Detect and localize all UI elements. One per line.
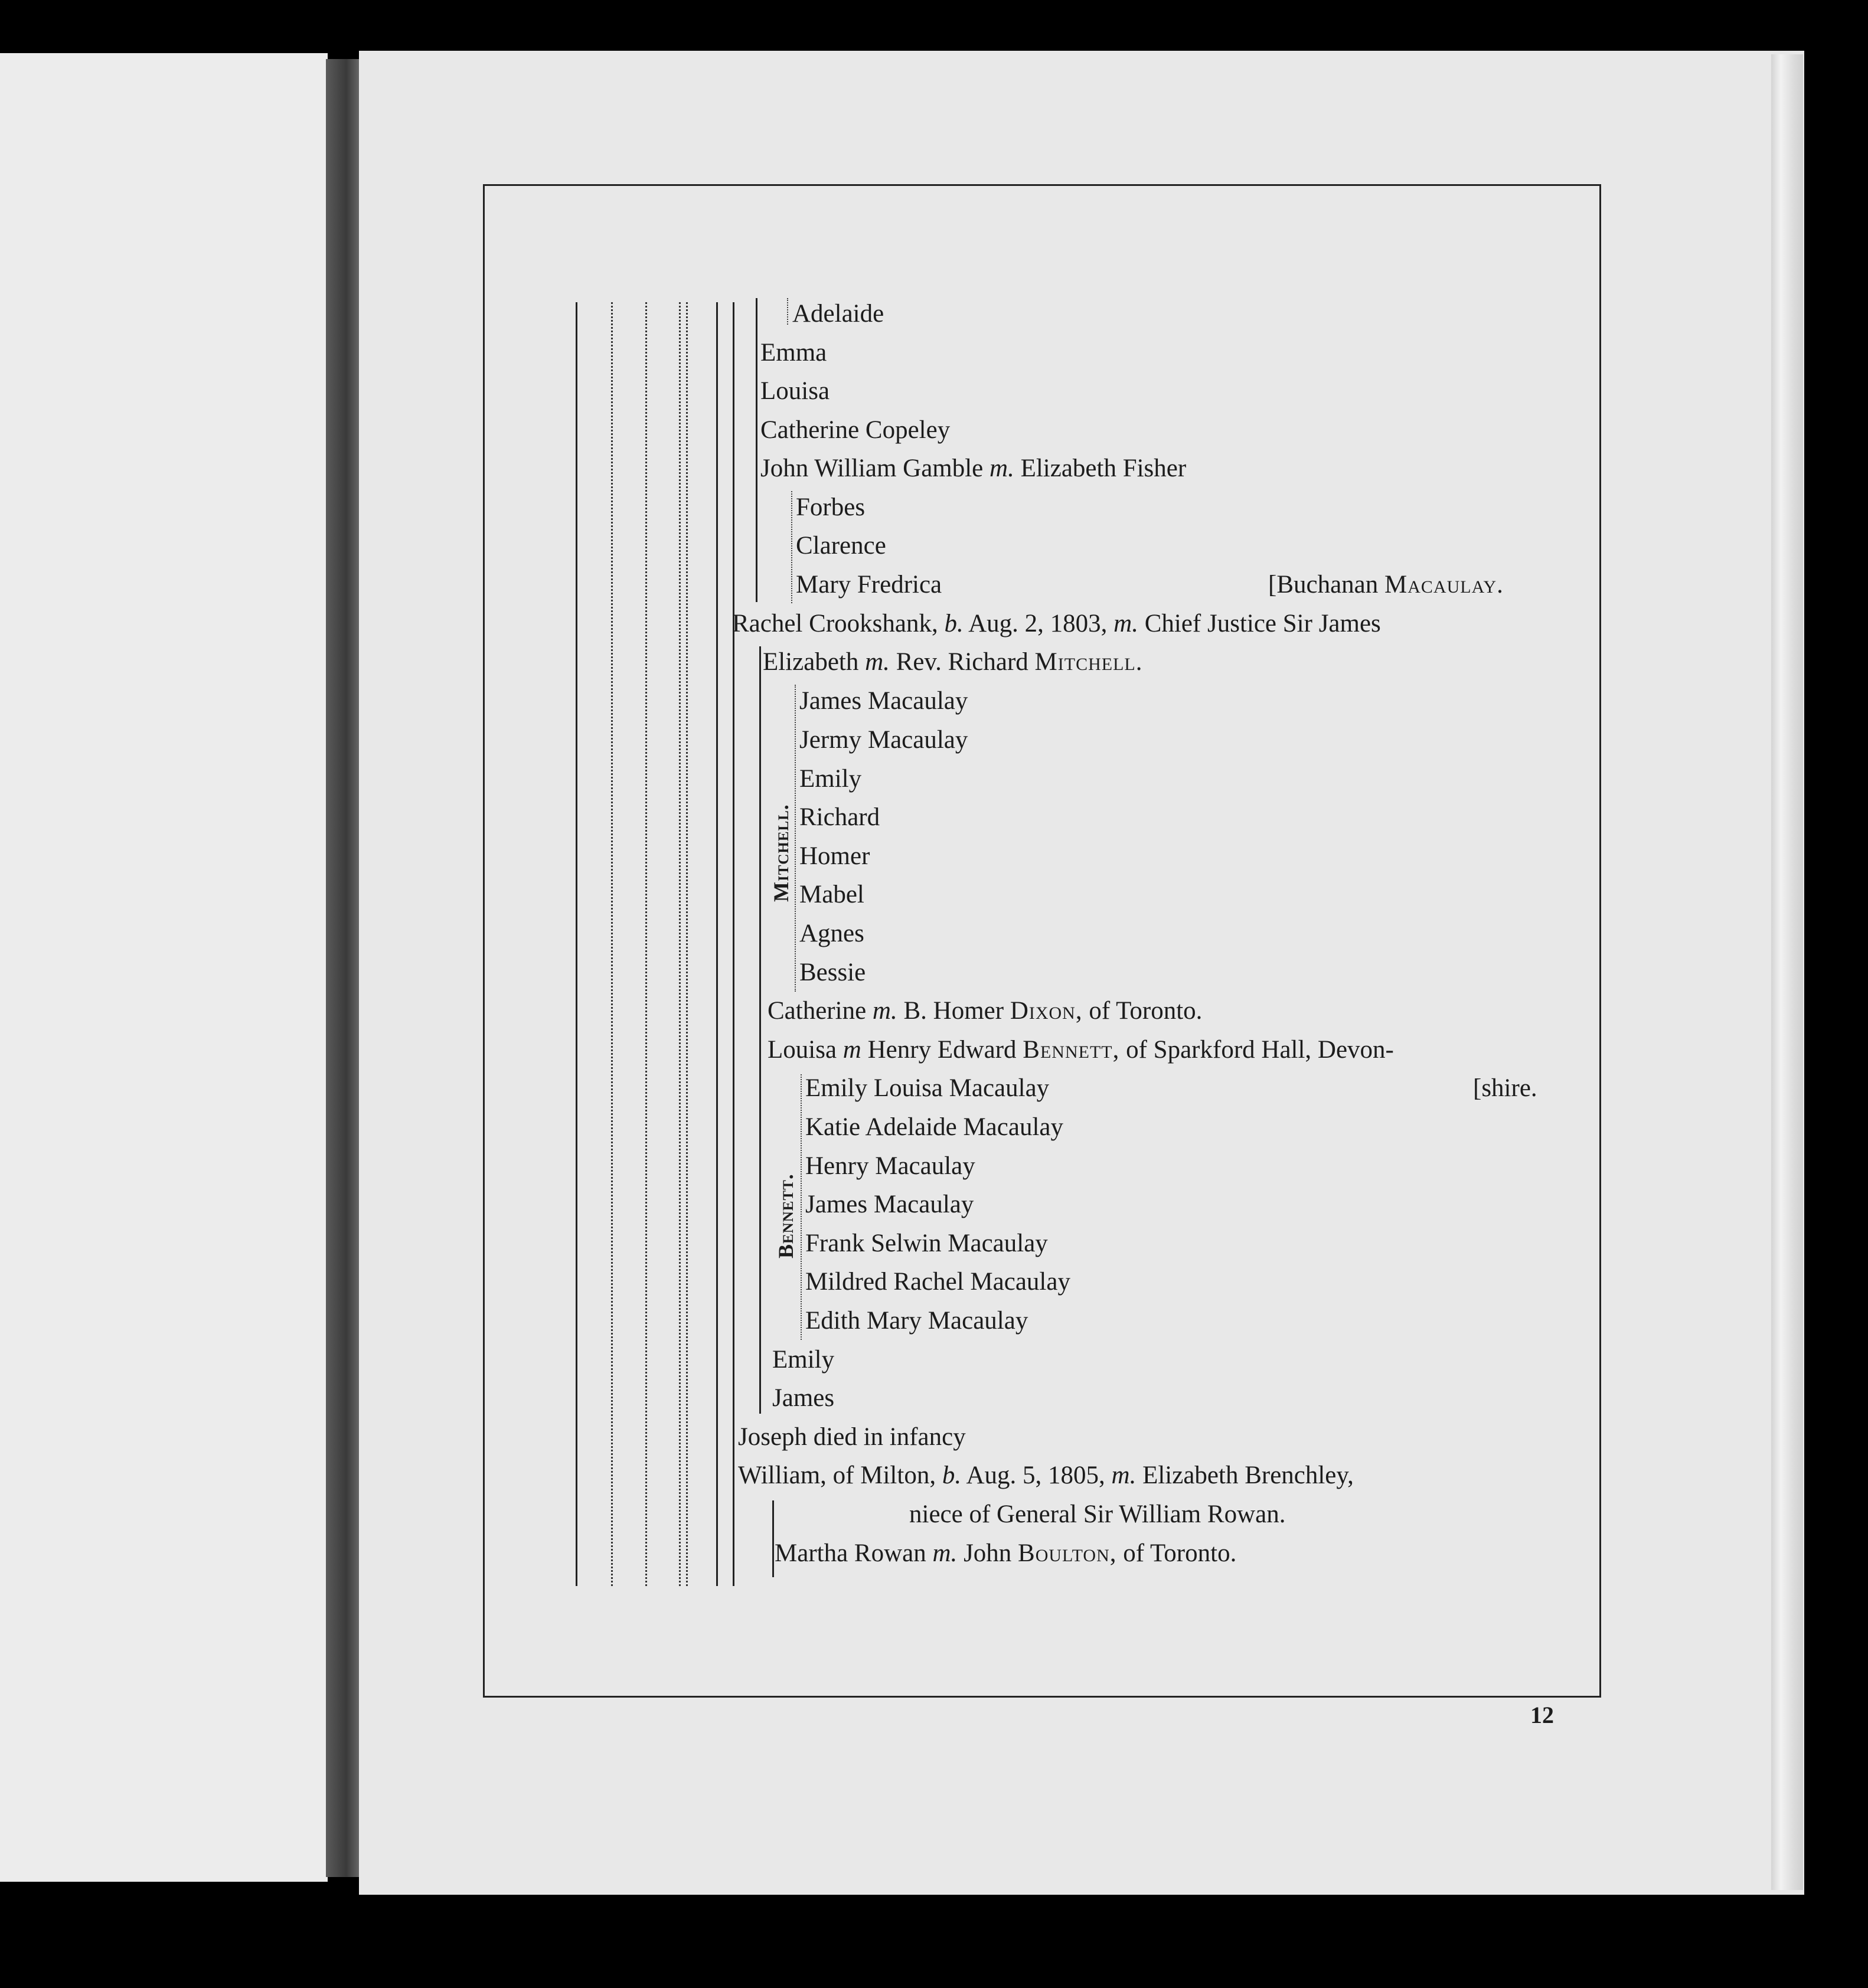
entry-line	[768, 998, 1202, 1024]
lineage-line	[576, 302, 577, 1586]
entry-line: Mildred Rachel Macaulay	[805, 1268, 1070, 1296]
entry-line: Frank Selwin Macaulay	[805, 1230, 1048, 1257]
lineage-line	[772, 1500, 774, 1577]
entry-line: James Macaulay	[805, 1191, 974, 1218]
entry-text: Martha Rowan	[775, 1539, 933, 1567]
entry-text-italic: m.	[932, 1539, 958, 1567]
entry-line	[760, 456, 1186, 481]
entry-line: Bessie	[799, 959, 866, 986]
entry-text-italic: b.	[944, 610, 964, 637]
entry-line: Catherine Copeley	[760, 416, 951, 444]
entry-line	[768, 1037, 1394, 1062]
entry-text: Elizabeth Fisher	[1014, 455, 1187, 482]
book-gutter	[326, 59, 360, 1877]
entry-text: Rachel Crookshank,	[732, 610, 945, 637]
entry-line: Richard	[799, 803, 880, 831]
entry-text: Chief Justice Sir James	[1138, 610, 1381, 637]
entry-line	[738, 1463, 1354, 1488]
lineage-line	[611, 302, 613, 1586]
bracket-line	[791, 491, 792, 603]
bracket-line	[787, 298, 788, 325]
entry-text-italic: m	[842, 1036, 861, 1064]
lineage-line	[733, 302, 734, 1586]
entry-line: Louisa	[760, 377, 830, 405]
lineage-line	[645, 302, 647, 1586]
entry-text: B. Homer	[897, 997, 1010, 1025]
entry-line: Joseph died in infancy	[738, 1423, 966, 1451]
entry-text: Elizabeth Brenchley,	[1136, 1461, 1354, 1489]
entry-text-italic: b.	[942, 1461, 962, 1489]
entry-text-italic: m.	[865, 648, 890, 676]
bracket-line	[801, 1074, 802, 1340]
entry-text: Aug. 2, 1803,	[963, 610, 1114, 637]
entry-line: Agnes	[799, 920, 864, 947]
entry-text: of Toronto.	[1082, 997, 1203, 1025]
entry-text-smallcaps: Bennett,	[1023, 1036, 1120, 1064]
lineage-line	[756, 298, 757, 602]
entry-line: James	[772, 1384, 835, 1412]
entry-line	[1268, 572, 1504, 597]
entry-line: Emily	[799, 765, 862, 793]
entry-line	[732, 611, 1381, 636]
entry-line: [shire.	[1473, 1074, 1537, 1102]
entry-line: Jermy Macaulay	[799, 726, 968, 754]
entry-text-smallcaps: Boulton,	[1018, 1539, 1117, 1567]
entry-line: Emma	[760, 339, 827, 367]
entry-text: John William Gamble	[760, 455, 990, 482]
entry-line: Henry Macaulay	[805, 1152, 975, 1180]
entry-line: Forbes	[796, 493, 866, 521]
bracket-line	[795, 685, 796, 992]
entry-text: Aug. 5, 1805,	[961, 1461, 1112, 1489]
entry-text: [Buchanan	[1268, 571, 1385, 599]
entry-line: Edith Mary Macaulay	[805, 1307, 1028, 1335]
entry-line: niece of General Sir William Rowan.	[909, 1500, 1286, 1528]
entry-text-italic: m.	[872, 997, 897, 1025]
page-edge	[1771, 54, 1803, 1890]
entry-text: Louisa	[768, 1036, 843, 1064]
entry-text-smallcaps: Macaulay.	[1384, 571, 1504, 599]
entry-line: Clarence	[796, 532, 886, 560]
entry-text-smallcaps: Mitchell.	[1034, 648, 1143, 676]
entry-line: Mabel	[799, 881, 864, 908]
entry-text: Catherine	[768, 997, 873, 1025]
entry-text-italic: m.	[1111, 1461, 1137, 1489]
entry-text: of Toronto.	[1116, 1539, 1237, 1567]
mitchell-vertical-label: Mitchell.	[769, 804, 793, 902]
entry-text-italic: m.	[1113, 610, 1138, 637]
entry-text: of Sparkford Hall, Devon-	[1119, 1036, 1394, 1064]
entry-line: Homer	[799, 842, 870, 870]
lineage-line	[759, 646, 761, 1414]
entry-line: Adelaide	[792, 300, 884, 328]
entry-line: James Macaulay	[799, 687, 968, 715]
entry-text-smallcaps: Dixon,	[1010, 997, 1083, 1025]
entry-line: Mary Fredrica	[796, 571, 942, 599]
entry-text: Henry Edward	[861, 1036, 1023, 1064]
entry-text: Rev. Richard	[889, 648, 1035, 676]
bennett-vertical-label: Bennett.	[774, 1173, 798, 1258]
entry-line	[775, 1541, 1236, 1566]
entry-line	[763, 649, 1142, 675]
lineage-line	[679, 302, 681, 1586]
entry-text: Elizabeth	[763, 648, 866, 676]
entry-line: Emily Louisa Macaulay	[805, 1074, 1050, 1102]
left-page	[0, 53, 328, 1882]
entry-text-italic: m.	[989, 455, 1014, 482]
entry-text: William, of Milton,	[738, 1461, 942, 1489]
entry-line: Emily	[772, 1346, 835, 1374]
page-number: 12	[1530, 1702, 1554, 1728]
lineage-line	[716, 302, 718, 1586]
entry-text: John	[957, 1539, 1018, 1567]
lineage-line	[686, 302, 688, 1586]
entry-line: Katie Adelaide Macaulay	[805, 1113, 1063, 1141]
